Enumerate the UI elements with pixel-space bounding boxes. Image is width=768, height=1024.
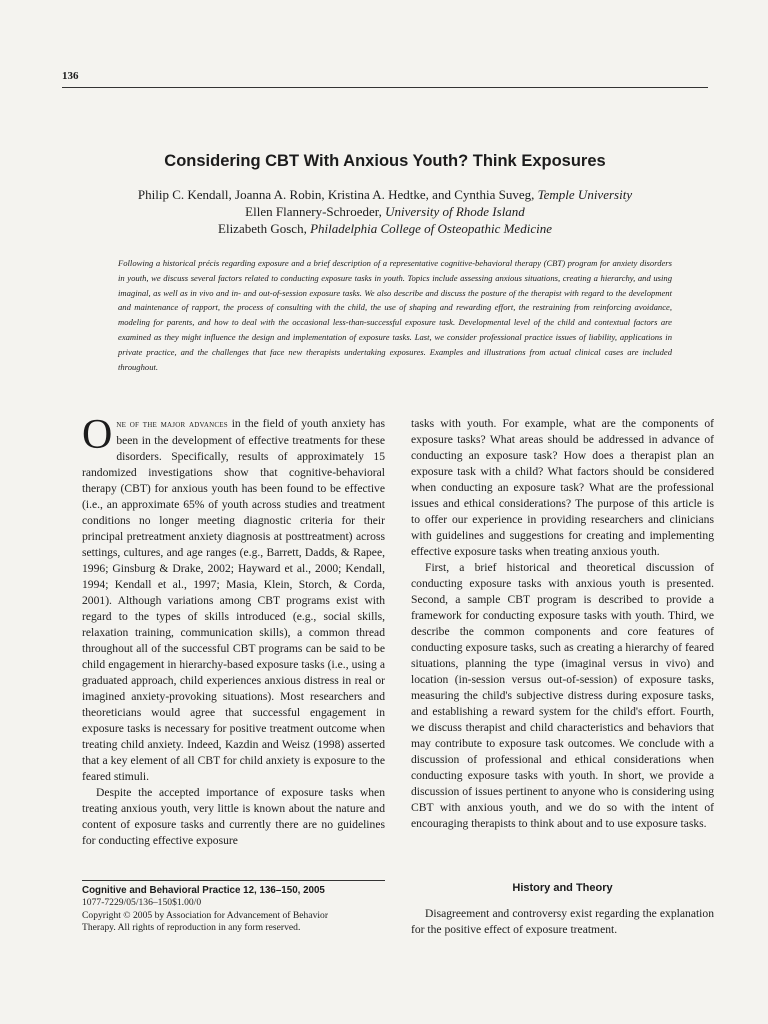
right-column: [411, 416, 714, 832]
author-names-3: Elizabeth Gosch,: [218, 221, 307, 236]
author-block: [62, 186, 708, 237]
right-paragraph-1: tasks with youth. For example, what are the components of exposure tasks? What areas should be addressed in advance of conducting an exposure task? How does a therapist plan an exposure task with a child? What factors should be considered when conducting an exposure task? What are the professional issues and ethical considerations? The purpose of this article is to offer our experience in providing researchers and clinicians with guidelines and suggestions for creating and implementing effective exposure tasks when treating anxious youth.: [411, 417, 714, 558]
author-line-1: [62, 186, 708, 203]
right-paragraph-2: First, a brief historical and theoretical discussion of conducting exposure tasks with anxious youth is presented. Second, a sample CBT program is described to provide a framework for conducting exposure tasks with youth. Third, we describe the common components and core features of conducting exposure tasks, such as creating a hierarchy of feared situations, planning the type (imaginal versus in vivo) and location (in-session versus out-of-session) of exposure tasks, measuring the child's subjective distress during exposure tasks, and establishing a reward system for the child's effort. Fourth, we discuss therapist and child characteristics and behaviors that may contribute to exposure task outcomes. We conclude with a discussion of professional and ethical considerations when conducting exposure tasks with youth. In short, we provide a discussion of issues pertinent to anyone who is considering using CBT with anxious youth, and we do so with the intent of encouraging therapists to think about and to use exposure tasks.: [411, 561, 714, 830]
affiliation-2: University of Rhode Island: [385, 204, 525, 219]
intro-text: in the field of youth anxiety has been in the development of effective treatments for these disorders. Specifically, results of approximately 15 randomized investigations show that cognitive-behavioral therapy (CBT) for anxious youth has been found to be effective (i.e., an approximate 65% of youth across studies and treatment conditions no longer meeting diagnostic criteria for their principal pretreatment anxiety diagnosis at posttreatment) across settings, cultures, and age ranges (e.g., Barrett, Dadds, & Rapee, 1996; Ginsburg & Drake, 2002; Hayward et al., 2000; Kendall, 1994; Kendall et al., 1997; Masia, Klein, Storch, & Corda, 2001). Although variations among CBT programs exist with regard to the types of skills introduced (e.g., social skills, relaxation training, communication skills), a common thread throughout all of the successful CBT programs can be said to be child engagement in hierarchy-based exposure tasks (i.e., using a graduated approach, child experiences anxious distress in real or imagined anxiety-provoking situations). Most researchers and theoreticians would agree that successful engagement in exposure tasks is necessary for positive treatment outcome when treating child anxiety. Indeed, Kazdin and Weisz (1998) asserted that a key element of all CBT for child anxiety is exposure to the feared stimuli.: [82, 417, 385, 783]
copyright-line-2: Therapy. All rights of reproduction in any form reserved.: [82, 922, 301, 934]
author-names-2: Ellen Flannery-Schroeder,: [245, 204, 382, 219]
affiliation-1: Temple University: [537, 187, 633, 202]
intro-paragraph: [82, 412, 385, 785]
left-column: [82, 412, 385, 849]
author-line-2: [62, 203, 708, 220]
header-rule: [62, 87, 708, 88]
author-line-3: [62, 220, 708, 237]
article-title: Considering CBT With Anxious Youth? Think Exposures: [164, 152, 606, 170]
issn-line: 1077-7229/05/136–150$1.00/0: [82, 897, 202, 909]
journal-citation: Cognitive and Behavioral Practice 12, 136–150, 2005: [82, 885, 325, 896]
footer-rule: [82, 880, 385, 881]
page-number: 136: [62, 70, 79, 82]
affiliation-3: Philadelphia College of Osteopathic Medicine: [310, 221, 552, 236]
lead-in-smallcaps: ne of the major advances: [116, 419, 228, 430]
publication-footer: [82, 885, 392, 935]
drop-cap: O: [82, 412, 113, 458]
abstract: Following a historical précis regarding exposure and a brief description of a representative cognitive-behavioral therapy (CBT) program for anxiety disorders in youth, we discuss several factors related to conducting exposure tasks in youth. Topics include assessing anxious situations, creating a hierarchy, and using imaginal, as well as in vivo and in- and out-of-session exposure tasks. We also describe and discuss the posture of the therapist with regard to the development and maintenance of rapport, the process of consulting with the child, the use of shaping and rewarding effort, the restraining from reinforcing avoidance, modeling for parents, and how to deal with the occasional less-than-successful exposure task. Developmental level of the child and contextual factors are examined as they might influence the design and implementation of exposure tasks. Last, we consider professional practice issues of liability, applications in private practice, and the challenges that face new therapists undertaking exposures. Examples and illustrations from actual clinical cases are included throughout.: [118, 258, 672, 372]
author-names-1: Philip C. Kendall, Joanna A. Robin, Kristina A. Hedtke, and Cynthia Suveg,: [137, 187, 535, 202]
paragraph-2: Despite the accepted importance of exposure tasks when treating anxious youth, very little is known about the nature and content of exposure tasks and currently there are no guidelines for conducting effective exposure: [82, 786, 385, 847]
copyright-line-1: Copyright © 2005 by Association for Advancement of Behavior: [82, 909, 329, 921]
section-heading: History and Theory: [512, 882, 613, 894]
section-paragraph: Disagreement and controversy exist regarding the explanation for the positive effect of exposure treatment.: [411, 907, 714, 936]
